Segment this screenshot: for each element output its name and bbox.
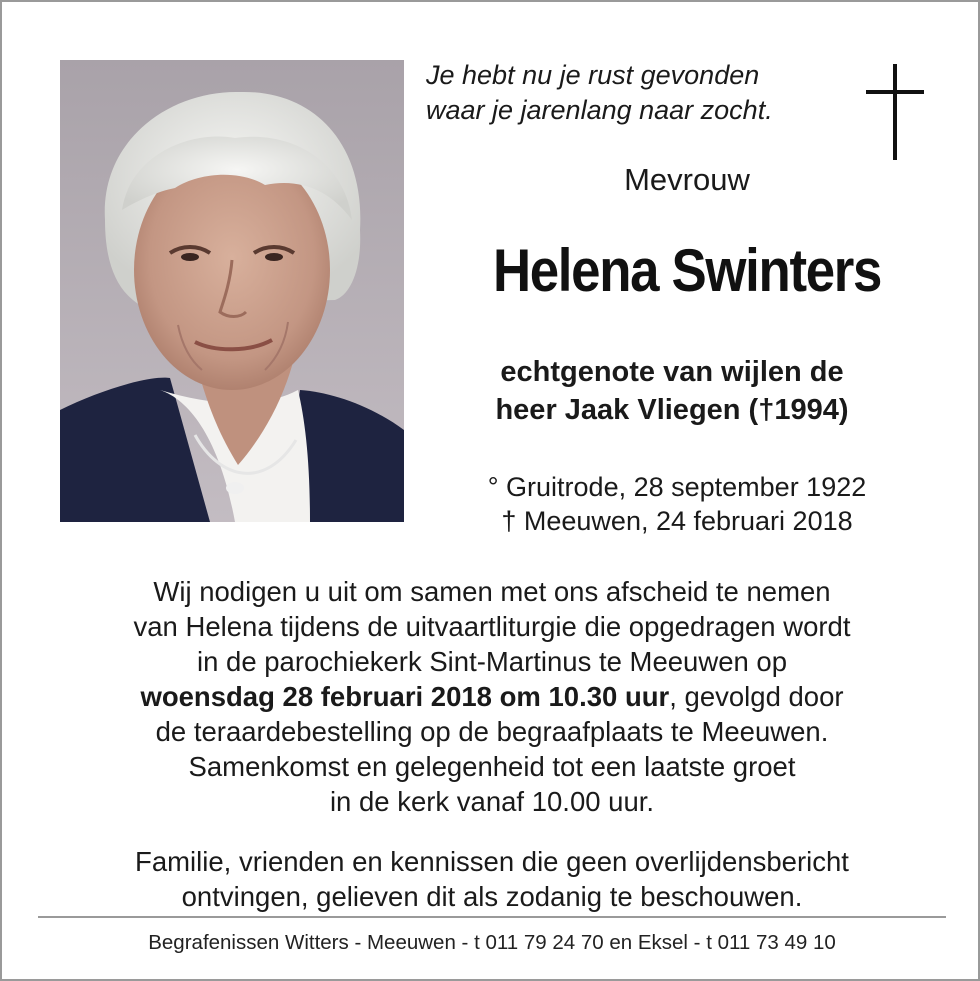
spouse-info — [432, 353, 912, 429]
death-date: † Meeuwen, 24 februari 2018 — [501, 506, 853, 536]
funeral-invitation — [32, 574, 952, 819]
invitation-line — [32, 679, 952, 714]
family-notice — [32, 844, 952, 914]
funeral-home-footer: Begrafenissen Witters - Meeuwen - t 011 79 24 70 en Eksel - t 011 73 49 10 — [148, 931, 836, 954]
spouse-line: echtgenote van wijlen de — [500, 356, 844, 388]
invitation-line: van Helena tijdens de uitvaartliturgie die opgedragen wordt — [133, 611, 851, 642]
quote-line: Je hebt nu je rust gevonden — [426, 60, 760, 90]
invitation-line-rest: , gevolgd door — [669, 681, 844, 712]
memorial-quote — [426, 58, 773, 128]
deceased-name: Helena Swinters — [492, 237, 882, 304]
invitation-line: de teraardebestelling op de begraafplaats te Meeuwen. — [155, 716, 829, 747]
invitation-line: Samenkomst en gelegenheid tot een laatste groet — [188, 751, 796, 782]
service-datetime: woensdag 28 februari 2018 om 10.30 uur — [140, 681, 670, 712]
invitation-line: Wij nodigen u uit om samen met ons afscheid te nemen — [153, 576, 831, 607]
honorific: Mevrouw — [624, 162, 750, 197]
cross-icon — [866, 64, 924, 160]
notice-line: Familie, vrienden en kennissen die geen overlijdensbericht — [135, 846, 849, 877]
invitation-line: in de parochiekerk Sint-Martinus te Meeuwen op — [196, 646, 788, 677]
divider — [38, 916, 946, 918]
quote-line: waar je jarenlang naar zocht. — [426, 95, 773, 125]
invitation-line: in de kerk vanaf 10.00 uur. — [329, 786, 655, 817]
spouse-line: heer Jaak Vliegen (†1994) — [495, 394, 849, 426]
life-dates — [432, 470, 922, 538]
notice-line: ontvingen, gelieven dit als zodanig te beschouwen. — [181, 881, 803, 912]
birth-date: ° Gruitrode, 28 september 1922 — [487, 472, 867, 502]
portrait-photo — [60, 60, 404, 522]
